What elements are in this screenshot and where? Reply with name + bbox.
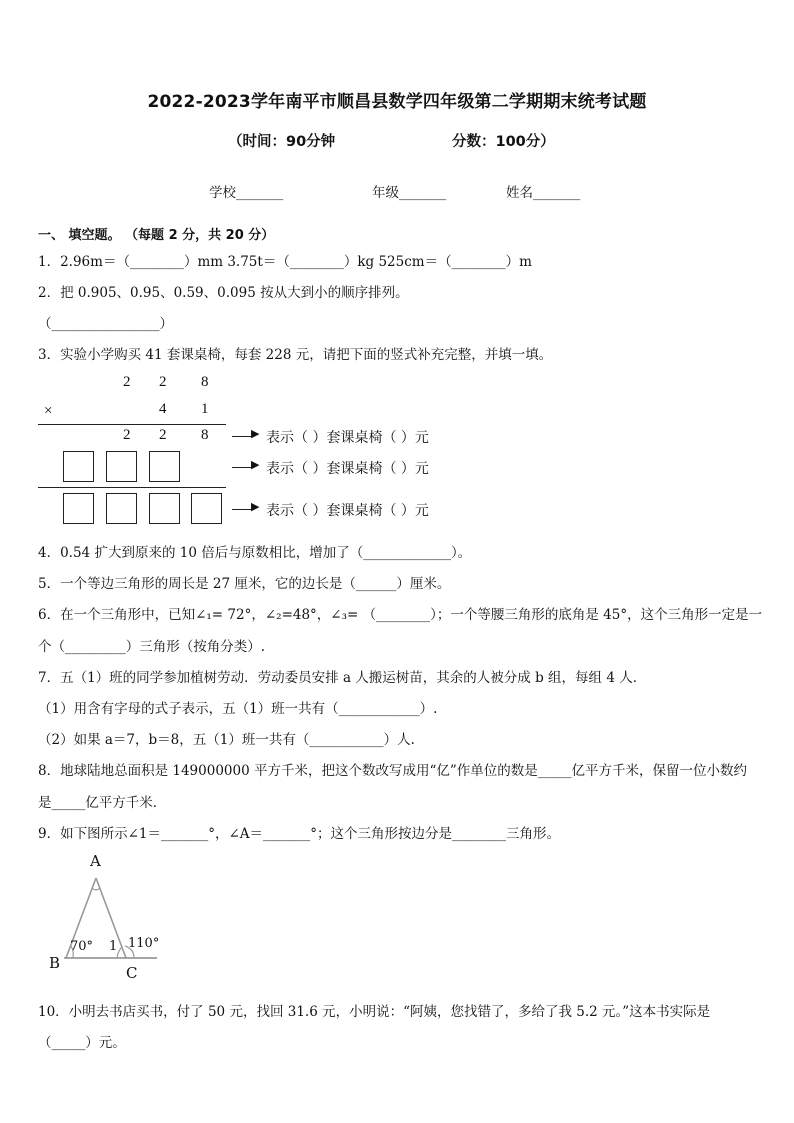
multiplication-line — [38, 487, 226, 488]
question-1: 1．2.96m＝（________）mm 3.75t＝（________）kg 525cm＝（________）m — [38, 254, 532, 270]
vertex-a-label: A — [90, 852, 101, 870]
answer-box[interactable] — [149, 493, 180, 524]
question-5: 5．一个等边三角形的周长是 27 厘米，它的边长是（______）厘米。 — [38, 576, 451, 592]
question-4: 4．0.54 扩大到原来的 10 倍后与原数相比，增加了（_____________）。 — [38, 545, 472, 561]
arrow-right-icon: ▶ — [251, 427, 260, 440]
question-7: 7．五（1）班的同学参加植树劳动．劳动委员安排 a 人搬运树苗，其余的人被分成 b 组，每组 4 人． — [38, 670, 647, 686]
arrow-right-icon: ▶ — [251, 458, 260, 471]
section-heading: 一、 填空题。 （每题 2 分，共 20 分） — [38, 228, 275, 243]
triangle-figure — [44, 850, 174, 985]
digit: 8 — [201, 374, 209, 390]
answer-box[interactable] — [106, 493, 137, 524]
question-3: 3．实验小学购买 41 套课桌椅，每套 228 元，请把下面的竖式补充完整，并填一填。 — [38, 347, 553, 363]
multiplication-label-1: 表示（ ）套课桌椅（ ）元 — [266, 430, 429, 446]
school-field[interactable]: 学校_______ — [209, 185, 284, 201]
answer-box[interactable] — [191, 493, 222, 524]
vertex-c-label: C — [126, 964, 138, 982]
grade-field[interactable]: 年级_______ — [372, 185, 447, 201]
multiplication-line — [38, 424, 226, 425]
question-2-blank[interactable]: （________________） — [38, 316, 173, 332]
multiplication-label-2: 表示（ ）套课桌椅（ ）元 — [266, 461, 429, 477]
times-sign: × — [44, 403, 53, 419]
question-8-line2: 是_____亿平方千米． — [38, 795, 167, 811]
digit: 2 — [159, 427, 167, 443]
question-6-line1: 6．在一个三角形中，已知∠₁= 72°，∠₂=48°，∠₃= （________）；一个等腰三角形的底角是 45°，这个三角形一定是一 — [38, 607, 763, 623]
answer-box[interactable] — [63, 493, 94, 524]
exam-score: 分数：100分） — [452, 134, 555, 150]
question-8-line1: 8．地球陆地总面积是 149000000 平方千米，把这个数改写成用“亿”作单位的数是_____亿平方千米，保留一位小数约 — [38, 763, 748, 779]
multiplication-label-3: 表示（ ）套课桌椅（ ）元 — [266, 503, 429, 519]
vertex-b-label: B — [49, 954, 61, 972]
digit: 2 — [123, 427, 131, 443]
page-title: 2022-2023学年南平市顺昌县数学四年级第二学期期末统考试题 — [147, 92, 647, 112]
digit: 2 — [123, 374, 131, 390]
question-7-part2: （2）如果 a＝7，b＝8，五（1）班一共有（___________）人. — [38, 732, 415, 748]
angle-b-label: 70° — [70, 939, 94, 954]
question-9: 9．如下图所示∠1＝_______°，∠A＝_______°；这个三角形按边分是________三角形。 — [38, 826, 561, 842]
arrow-right-icon: ▶ — [251, 500, 260, 513]
question-10-line2: （_____）元。 — [38, 1035, 126, 1051]
answer-box[interactable] — [63, 451, 94, 482]
answer-box[interactable] — [106, 451, 137, 482]
digit: 8 — [201, 427, 209, 443]
triangle-icon — [44, 850, 174, 985]
exterior-angle-label: 110° — [128, 936, 160, 951]
question-10-line1: 10．小明去书店买书，付了 50 元，找回 31.6 元，小明说：“阿姨，您找错了，多给了我 5.2 元。”这本书实际是 — [38, 1004, 711, 1020]
question-6-line2: 个（_________）三角形（按角分类）. — [38, 639, 266, 655]
name-field[interactable]: 姓名_______ — [506, 185, 581, 201]
question-7-part1: （1）用含有字母的式子表示，五（1）班一共有（____________）. — [38, 701, 438, 717]
digit: 2 — [159, 374, 167, 390]
digit: 4 — [159, 401, 167, 417]
digit: 1 — [201, 401, 209, 417]
question-2: 2．把 0.905、0.95、0.59、0.095 按从大到小的顺序排列。 — [38, 285, 409, 301]
angle-1-label: 1 — [109, 939, 118, 954]
exam-time: （时间：90分钟 — [228, 134, 336, 150]
answer-box[interactable] — [149, 451, 180, 482]
